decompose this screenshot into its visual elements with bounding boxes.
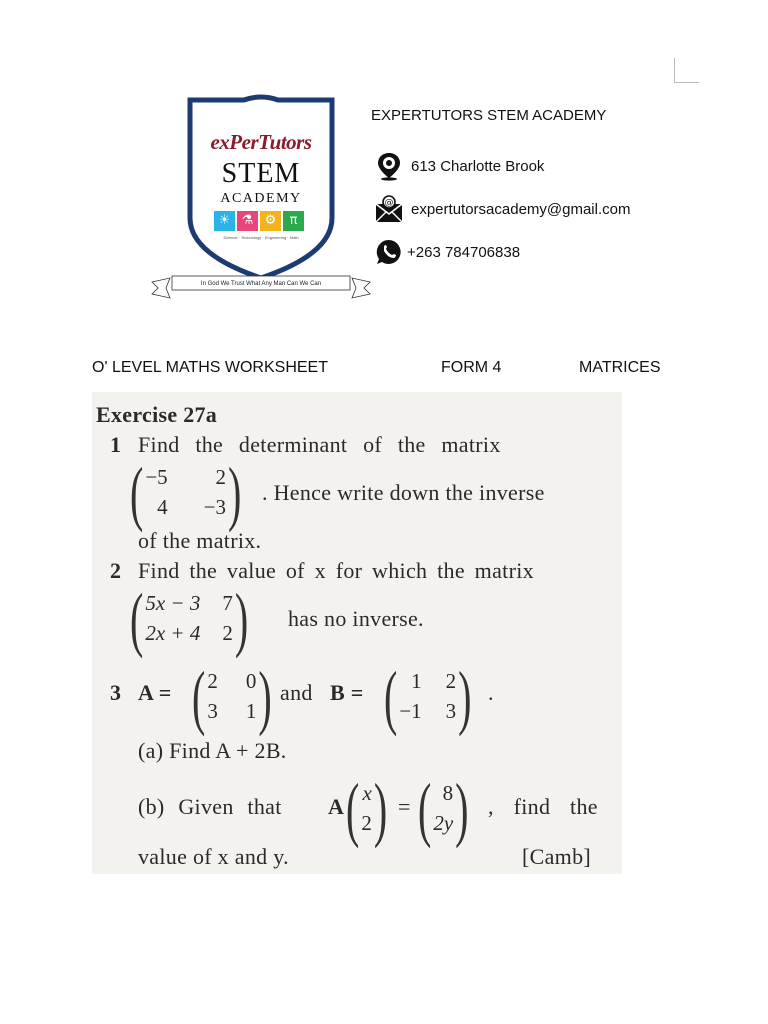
exercise-scan	[92, 392, 622, 874]
worksheet-title: O' LEVEL MATHS WORKSHEET	[92, 359, 328, 376]
whatsapp-icon	[373, 236, 405, 268]
matrix-cell: 3	[445, 699, 457, 723]
exercise-title: Exercise 27a	[96, 402, 218, 427]
left-paren: (	[130, 577, 144, 659]
technology-icon: ⚗	[237, 211, 258, 231]
matrix-cell: −1	[399, 699, 422, 723]
logo-motto: In God We Trust What Any Man Can We Can	[200, 281, 322, 287]
question-3-part-b: (b) Given that	[138, 794, 282, 819]
email-icon	[373, 193, 405, 225]
matrix-cell: 5x − 3	[145, 591, 201, 615]
matrix-cell: 2x + 4	[145, 621, 201, 645]
matrix-b-label: B =	[330, 680, 364, 705]
matrix-cell: −3	[203, 495, 227, 519]
and-text: and	[280, 680, 313, 705]
left-paren: (	[192, 655, 206, 737]
email-text[interactable]: expertutorsacademy@gmail.com	[411, 200, 631, 218]
logo-academy-text: ACADEMY	[220, 191, 302, 206]
logo-tagline: Science · Technology · Engineering · Math	[223, 235, 299, 240]
question-1-matrix	[130, 451, 242, 533]
equals-sign: =	[398, 794, 411, 819]
left-paren: (	[130, 451, 144, 533]
question-2-matrix	[130, 577, 249, 659]
matrix-cell: −5	[145, 465, 168, 489]
vector-cell: x	[362, 781, 372, 805]
question-1-text-continued: . Hence write down the inverse	[262, 480, 545, 505]
location-pin-icon	[373, 150, 405, 182]
question-1-number: 1	[110, 432, 122, 457]
academy-name: EXPERTUTORS STEM ACADEMY	[371, 107, 607, 124]
phone-row	[373, 236, 520, 268]
question-1-text-end: of the matrix.	[138, 528, 262, 553]
matrix-a	[192, 655, 272, 737]
question-3-part-a: (a) Find A + 2B.	[138, 738, 287, 763]
logo-subject-tiles	[214, 211, 304, 231]
vector-x-2	[346, 767, 388, 849]
svg-text:@: @	[384, 198, 394, 208]
question-3-number: 3	[110, 680, 122, 705]
question-3-part-b-end: , find the	[488, 794, 598, 819]
vector-cell: 2y	[433, 811, 454, 835]
vector-8-2y	[418, 767, 469, 849]
address-row	[373, 150, 544, 182]
right-paren: )	[455, 767, 469, 849]
question-1-text: Find the determinant of the matrix	[138, 432, 501, 457]
matrix-b	[384, 655, 472, 737]
matrix-cell: 1	[411, 669, 422, 693]
page-corner-mark	[674, 58, 699, 83]
matrix-a-ref: A	[328, 794, 345, 819]
end-mark: .	[488, 680, 494, 705]
academy-logo	[148, 92, 374, 302]
engineering-icon: ⚙	[260, 211, 281, 231]
worksheet-topic: MATRICES	[579, 359, 661, 376]
left-paren: (	[384, 655, 398, 737]
science-icon: ☀	[214, 211, 235, 231]
address-text: 613 Charlotte Brook	[411, 157, 545, 175]
right-paren: )	[258, 655, 272, 737]
matrix-cell: 1	[245, 699, 257, 723]
matrix-cell: 2	[445, 669, 457, 693]
logo-brand-text: exPerTutors	[210, 130, 312, 154]
left-paren: (	[346, 767, 360, 849]
right-paren: )	[228, 451, 242, 533]
matrix-a-label: A =	[138, 680, 172, 705]
vector-cell: 8	[442, 781, 454, 805]
right-paren: )	[234, 577, 249, 659]
matrix-cell: 0	[245, 669, 257, 693]
right-paren: )	[373, 767, 388, 849]
vector-cell: 2	[361, 811, 372, 835]
question-3-last-line: value of x and y.	[138, 844, 289, 869]
question-2-text-end: has no inverse.	[288, 606, 424, 631]
question-2-number: 2	[110, 558, 122, 583]
matrix-cell: 7	[222, 591, 233, 615]
email-row	[373, 193, 630, 225]
question-2-text: Find the value of x for which the matrix	[138, 558, 534, 583]
worksheet-form: FORM 4	[441, 359, 502, 376]
matrix-cell: 2	[222, 621, 233, 645]
logo-stem-text: STEM	[221, 158, 301, 189]
matrix-cell: 2	[207, 669, 218, 693]
left-paren: (	[418, 767, 432, 849]
source-cambridge: [Camb]	[522, 844, 592, 869]
matrix-cell: 2	[215, 465, 227, 489]
phone-text[interactable]: +263 784706838	[407, 243, 521, 261]
matrix-cell: 3	[207, 699, 218, 723]
matrix-cell: 4	[157, 495, 168, 519]
right-paren: )	[458, 655, 472, 737]
math-pi-icon: π	[283, 211, 304, 231]
